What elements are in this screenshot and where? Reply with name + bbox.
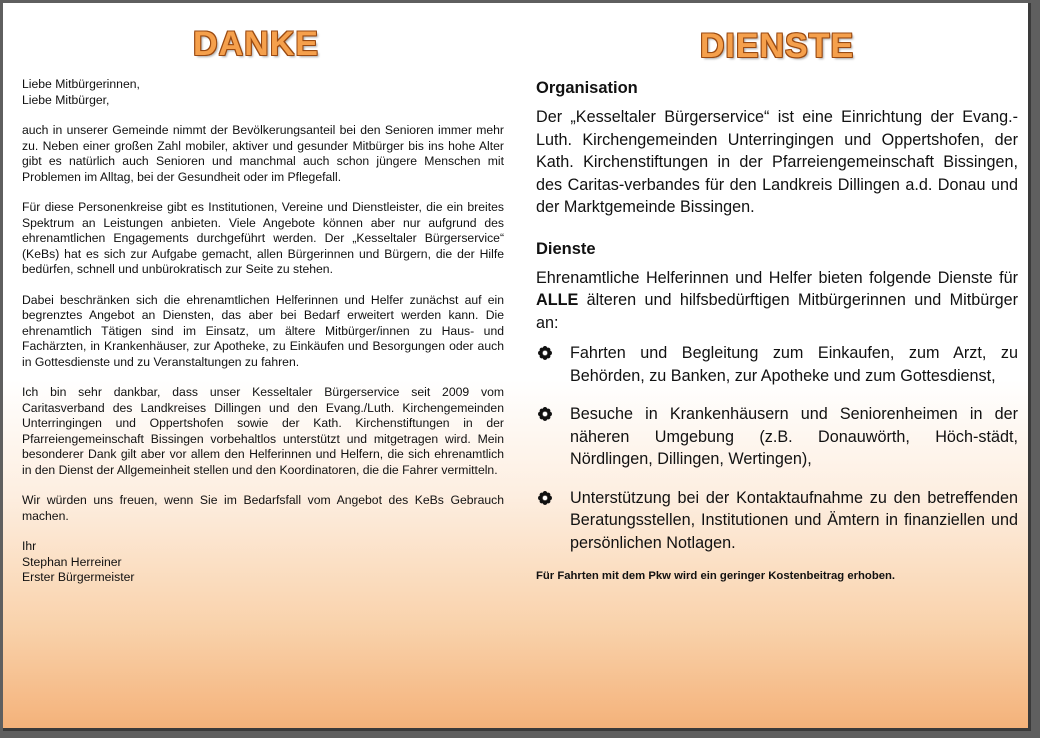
letter-paragraph: auch in unserer Gemeinde nimmt der Bevölkerungsanteil bei den Senioren immer mehr zu. Neben einer großen Zahl mobiler, aktiver und gesunder Mitbürger bis ins hohe Alter gibt es natürlich auch Senioren und manchmal auch schon jüngere Menschen mit Problemen im Alltag, bei der Gesundheit oder im Pflegefall.	[22, 123, 504, 184]
intro-text: Ehrenamtliche Helferinnen und Helfer bieten folgende Dienste für	[536, 268, 1018, 287]
signature-name: Stephan Herreiner	[22, 554, 122, 569]
intro-emphasis: ALLE	[536, 291, 579, 309]
letter-signature	[22, 539, 504, 586]
greeting-line: Liebe Mitbürgerinnen,	[22, 77, 140, 91]
dienste-body	[536, 79, 1018, 582]
letter-paragraph: Wir würden uns freuen, wenn Sie im Bedarfsfall vom Angebot des KeBs Gebrauch machen.	[22, 493, 504, 523]
service-item	[536, 342, 1018, 387]
danke-heading: DANKE	[193, 25, 319, 63]
flower-bullet-icon	[538, 346, 552, 360]
signature-role: Erster Bürgermeister	[22, 570, 135, 584]
dienste-heading: DIENSTE	[699, 27, 855, 65]
services-list	[536, 342, 1018, 554]
intro-text: älteren und hilfsbedürftigen Mitbürgerinnen und Mitbürger an:	[536, 291, 1019, 332]
service-text: Besuche in Krankenhäusern und Seniorenheimen in der näheren Umgebung (z.B. Donauwörth, Höch-städt, Nördlingen, Dillingen, Wertingen),	[570, 405, 1018, 468]
dienste-column	[536, 3, 1018, 582]
letter-paragraph: Ich bin sehr dankbar, dass unser Kesseltaler Bürgerservice seit 2009 vom Caritasverband des Landkreises Dillingen und den Evang./Luth. Kirchengemeinden Unterringingen und Oppertshofen sowie der Kath. Kirchenstiftungen in der Pfarreiengemeinschaft Bissingen vorbehaltlos unterstützt und mitgetragen wird. Mein besonderer Dank gilt aber vor allem den Helferinnen und Helfern, die sich ehrenamtlich in den Dienst der Allgemeinheit stellen und den Koordinatoren, die die Fahrer vermitteln.	[22, 385, 504, 477]
service-item	[536, 487, 1018, 555]
letter-paragraph: Dabei beschränken sich die ehrenamtlichen Helferinnen und Helfer zunächst auf ein begrenztes Angebot an Diensten, das aber bei Bedarf erweitert werden kann. Die ehrenamtlich Tätigen sind im Einsatz, um ältere Mitbürger/innen zu Haus- und Fachärzten, in Krankenhäuser, zur Apotheke, zu Einkäufen und Besorgungen oder auch in Gottesdienste und zu Veranstaltungen zu fahren.	[22, 292, 504, 369]
greeting-line: Liebe Mitbürger,	[22, 92, 110, 107]
service-text: Fahrten und Begleitung zum Einkaufen, zum Arzt, zu Behörden, zu Banken, zur Apotheke und zum Gottesdienst,	[570, 344, 1018, 385]
flower-bullet-icon	[538, 407, 552, 421]
organisation-title: Organisation	[536, 79, 638, 97]
service-item	[536, 403, 1018, 471]
letter-greeting	[22, 77, 504, 108]
danke-column	[22, 3, 504, 601]
cost-note: Für Fahrten mit dem Pkw wird ein geringer Kostenbeitrag erhoben.	[536, 570, 896, 582]
dienste-title: Dienste	[536, 239, 596, 258]
letter-body	[22, 77, 504, 586]
signature-line: Ihr	[22, 539, 37, 553]
dienste-intro	[536, 267, 1018, 335]
brochure-page	[3, 3, 1031, 731]
service-text: Unterstützung bei der Kontaktaufnahme zu den betreffenden Beratungsstellen, Institutionen und Ämtern in finanziellen und persönlichen Notlagen.	[570, 488, 1018, 552]
letter-paragraph: Für diese Personenkreise gibt es Institutionen, Vereine und Dienstleister, die ein breites Spektrum an Leistungen anbieten. Viele Angebote können aber nur aufgrund des ehrenamtlichen Engagements durchgeführt werden. Der „Kesseltaler Bürgerservice“ (KeBs) hat es sich zur Aufgabe gemacht, allen Bürgerinnen und Bürgern, die der Hilfe bedürfen, schnell und unbürokratisch zur Seite zu stehen.	[22, 200, 504, 276]
flower-bullet-icon	[538, 491, 552, 505]
organisation-text: Der „Kesseltaler Bürgerservice“ ist eine Einrichtung der Evang.-Luth. Kirchengemeinden Unterringingen und Oppertshofen, der Kath. Kirchenstiftungen in der Pfarreiengemeinschaft Bissingen, des Caritas-verbandes für den Landkreis Dillingen a.d. Donau und der Marktgemeinde Bissingen.	[536, 108, 1018, 216]
